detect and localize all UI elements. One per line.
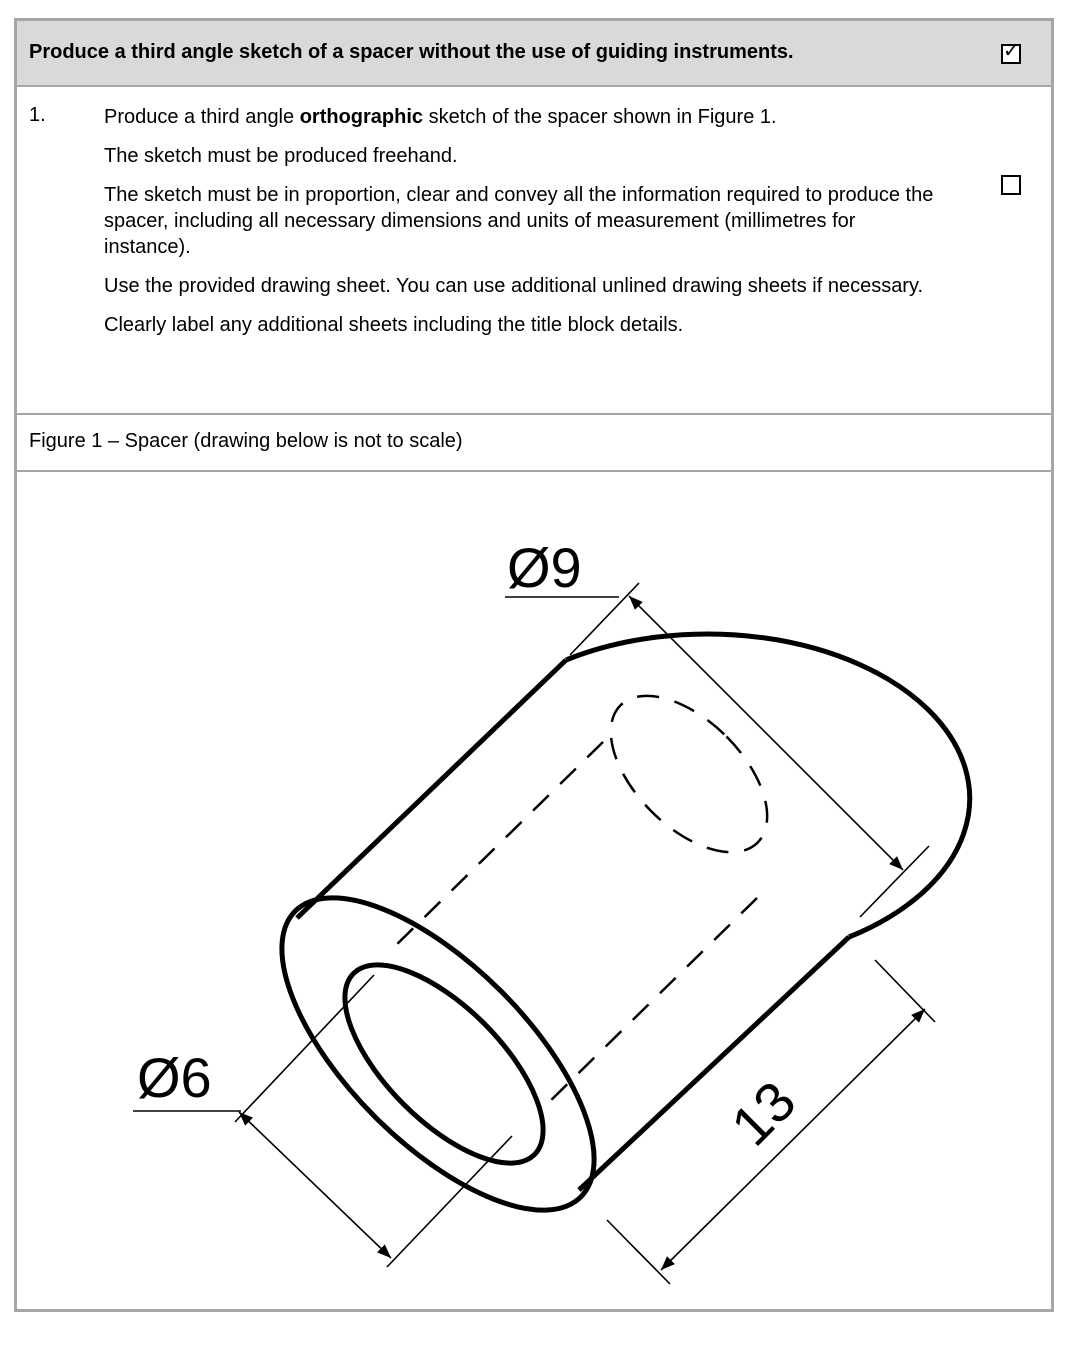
header-checkbox[interactable] xyxy=(1001,40,1021,64)
spacer-isometric-figure xyxy=(17,472,1051,1309)
task-instructions xyxy=(104,104,934,351)
task-row xyxy=(17,87,1051,415)
spacer-outline xyxy=(232,634,969,1260)
question-sheet xyxy=(14,18,1054,1312)
task-paragraph-5: Clearly label any additional sheets including the title block details. xyxy=(104,314,684,336)
length-label: 13 xyxy=(718,1068,808,1158)
task-paragraph-4: Use the provided drawing sheet. You can use additional unlined drawing sheets if necessary. xyxy=(104,275,924,297)
spacer-drawing xyxy=(17,472,1051,1309)
task-checkbox[interactable] xyxy=(1001,175,1021,195)
header-title: Produce a third angle sketch of a spacer without the use of guiding instruments. xyxy=(29,41,794,63)
task-paragraph-1: Produce a third angle orthographic sketch of the spacer shown in Figure 1. xyxy=(104,106,777,128)
inner-diameter-label: Ø6 xyxy=(137,1046,212,1109)
task-paragraph-2: The sketch must be produced freehand. xyxy=(104,145,458,167)
figure-caption: Figure 1 – Spacer (drawing below is not to scale) xyxy=(29,430,463,452)
task-paragraph-3: The sketch must be in proportion, clear and convey all the information required to produce the spacer, including all necessary dimensions and units of measurement (millimetres for instance). xyxy=(104,184,934,258)
figure-caption-row xyxy=(17,415,1051,472)
header-row xyxy=(17,21,1051,87)
inner-diameter-dimension xyxy=(133,975,512,1267)
task-number: 1. xyxy=(29,104,46,126)
outer-diameter-label: Ø9 xyxy=(507,536,582,599)
checkmark-icon: ✓ xyxy=(1003,40,1020,62)
